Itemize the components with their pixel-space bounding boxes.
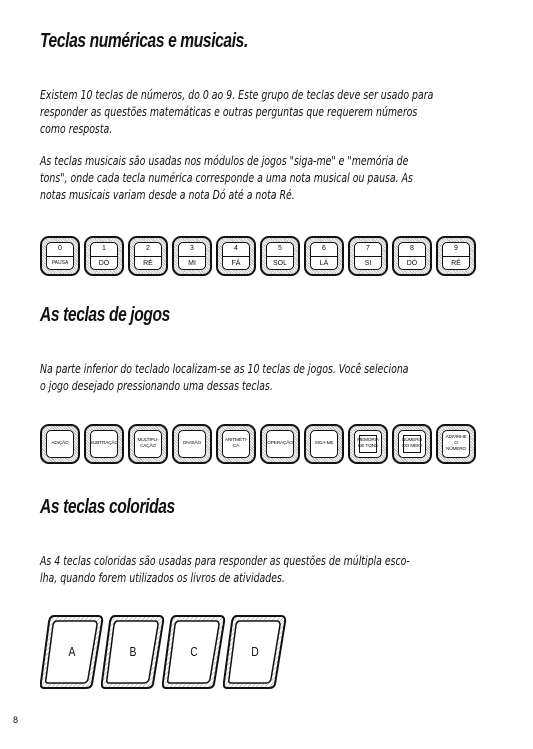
- text-line: As teclas musicais são usadas nos módulos de jogos "siga-me" e "memória de: [40, 153, 409, 168]
- colored-key-d[interactable]: [223, 614, 287, 690]
- key-note: RÉ: [451, 259, 461, 267]
- key-number: 3: [179, 243, 205, 257]
- key-label: DIVISÃO: [178, 430, 206, 458]
- colored-key-b[interactable]: [101, 614, 165, 690]
- key-note: DÓ: [98, 259, 110, 267]
- key-number: 0: [47, 243, 73, 257]
- key-note: SI: [364, 259, 372, 267]
- section-title-colored-keys: As teclas coloridas: [40, 496, 175, 518]
- key-label: SIGA-ME: [310, 430, 338, 458]
- numeric-key-3[interactable]: [172, 236, 212, 276]
- colored-keys-paragraph: [40, 552, 490, 586]
- text-line: o jogo desejado pressionando uma dessas teclas.: [40, 378, 273, 393]
- numeric-key-2[interactable]: [128, 236, 168, 276]
- game-key-operation[interactable]: [260, 424, 300, 464]
- game-key-arithmetic[interactable]: [216, 424, 256, 464]
- numeric-key-row: [40, 236, 480, 276]
- key-label: NÚMERO DO MEIO: [398, 430, 426, 458]
- text-line: lha, quando forem utilizados os livros de atividades.: [40, 570, 285, 585]
- game-key-row: [40, 424, 480, 464]
- key-note: MI: [188, 259, 196, 267]
- key-note: FÁ: [231, 259, 241, 267]
- numeric-key-8[interactable]: [392, 236, 432, 276]
- key-letter: D: [251, 644, 259, 659]
- numeric-key-0[interactable]: [40, 236, 80, 276]
- numeric-key-7[interactable]: [348, 236, 388, 276]
- key-letter: B: [129, 644, 137, 659]
- text-line: Existem 10 teclas de números, do 0 ao 9. Este grupo de teclas deve ser usado para: [40, 87, 434, 102]
- section-title-game-keys: As teclas de jogos: [40, 304, 170, 326]
- numeric-keys-paragraph: [40, 86, 490, 137]
- text-line: como resposta.: [40, 121, 113, 136]
- key-note: RÉ: [143, 259, 153, 267]
- key-letter: A: [68, 644, 76, 659]
- page-number: 8: [13, 715, 19, 725]
- key-label: MEMÓRIA DE TONS: [354, 430, 382, 458]
- key-number: 4: [223, 243, 249, 257]
- key-number: 9: [443, 243, 469, 257]
- text-line: As 4 teclas coloridas são usadas para responder as questões de múltipla esco-: [40, 553, 410, 568]
- game-key-tone-memory[interactable]: [348, 424, 388, 464]
- game-key-follow-me[interactable]: [304, 424, 344, 464]
- game-key-division[interactable]: [172, 424, 212, 464]
- game-key-middle-number[interactable]: [392, 424, 432, 464]
- numeric-key-1[interactable]: [84, 236, 124, 276]
- colored-key-row: [40, 614, 284, 690]
- game-key-subtraction[interactable]: [84, 424, 124, 464]
- text-line: responder as questões matemáticas e outras perguntas que requerem números: [40, 104, 418, 119]
- key-note: DÓ: [406, 259, 418, 267]
- game-key-multiplication[interactable]: [128, 424, 168, 464]
- musical-keys-paragraph: [40, 152, 490, 203]
- key-label: MULTIPLI-CAÇÃO: [134, 430, 162, 458]
- key-label: OPERAÇÃO: [266, 430, 294, 458]
- key-number: 5: [267, 243, 293, 257]
- numeric-key-4[interactable]: [216, 236, 256, 276]
- key-note: SOL: [272, 259, 287, 267]
- key-note: PAUSA: [51, 260, 69, 266]
- text-line: notas musicais variam desde a nota Dó até a nota Ré.: [40, 187, 295, 202]
- numeric-key-6[interactable]: [304, 236, 344, 276]
- key-number: 7: [355, 243, 381, 257]
- text-line: tons", onde cada tecla numérica corresponde a uma nota musical ou pausa. As: [40, 170, 413, 185]
- colored-key-c[interactable]: [162, 614, 226, 690]
- game-key-addition[interactable]: [40, 424, 80, 464]
- section-title-numeric-musical: Teclas numéricas e musicais.: [40, 30, 248, 52]
- key-label: ARITMÉTI-CA: [222, 430, 250, 458]
- game-keys-paragraph: [40, 360, 490, 394]
- text-line: Na parte inferior do teclado localizam-se as 10 teclas de jogos. Você seleciona: [40, 361, 409, 376]
- key-label: ADIVINHE O NÚMERO: [442, 430, 470, 458]
- colored-key-a[interactable]: [40, 614, 104, 690]
- key-label: ADIÇÃO: [46, 430, 74, 458]
- key-label: SUBTRAÇÃO: [90, 430, 118, 458]
- key-number: 6: [311, 243, 337, 257]
- key-number: 1: [91, 243, 117, 257]
- key-letter: C: [190, 644, 198, 659]
- numeric-key-5[interactable]: [260, 236, 300, 276]
- key-number: 8: [399, 243, 425, 257]
- numeric-key-9[interactable]: [436, 236, 476, 276]
- game-key-guess-number[interactable]: [436, 424, 476, 464]
- key-number: 2: [135, 243, 161, 257]
- key-note: LÁ: [319, 259, 329, 267]
